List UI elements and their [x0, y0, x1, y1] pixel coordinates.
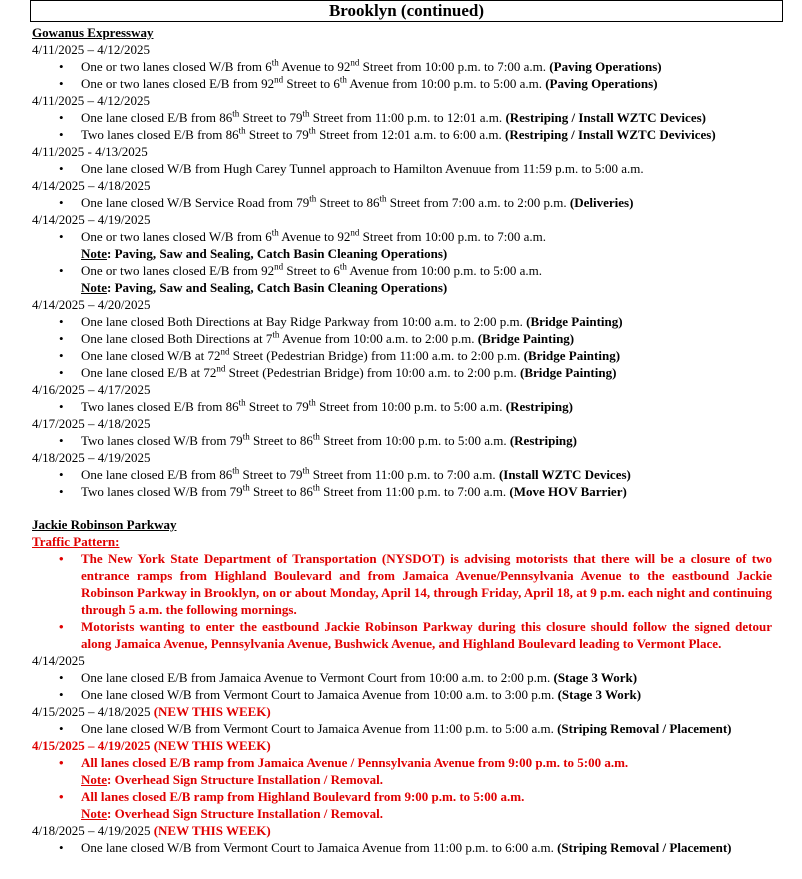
closure-list [32, 432, 782, 449]
closure-list [32, 720, 782, 737]
list-item: • All lanes closed E/B ramp from Highland Boulevard from 9:00 p.m. to 5:00 a.m. [32, 788, 782, 805]
list-item: • One lane closed W/B from Hugh Carey Tunnel approach to Hamilton Avenuue from 11:59 p.m. to 5:00 a.m. [32, 160, 782, 177]
date-range: 4/18/2025 – 4/19/2025 (NEW THIS WEEK) [32, 823, 271, 838]
list-item: • Motorists wanting to enter the eastbound Jackie Robinson Parkway during this closure should follow the signed detour along Jamaica Avenue, Pennsylvania Avenue, Bushwick Avenue, and Highland Boulevard leading to Vermont Place. [32, 618, 782, 652]
section-title-jackie-robinson: Jackie Robinson Parkway [32, 517, 177, 532]
closure-block [32, 211, 782, 296]
closure-list [32, 788, 782, 805]
list-item: • One lane closed W/B from Vermont Court to Jamaica Avenue from 10:00 a.m. to 3:00 p.m. (Stage 3 Work) [32, 686, 782, 703]
list-item: • One lane closed E/B from Jamaica Avenue to Vermont Court from 10:00 a.m. to 2:00 p.m. (Stage 3 Work) [32, 669, 782, 686]
closure-list [32, 262, 782, 279]
list-item: • The New York State Department of Transportation (NYSDOT) is advising motorists that there will be a closure of two entrance ramps from Highland Boulevard and from Jamaica Avenue/Pennsylvania Avenue to the eastbound Jackie Robinson Parkway in Brooklyn, on or about Monday, April 14, through Friday, April 18, at 9 p.m. each night and continuing through 5 a.m. the following mornings. [32, 550, 782, 618]
date-range: 4/18/2025 – 4/19/2025 [32, 450, 151, 465]
traffic-pattern-label: Traffic Pattern: [32, 534, 120, 549]
list-item: • One or two lanes closed W/B from 6th Avenue to 92nd Street from 10:00 p.m. to 7:00 a.m. [32, 228, 782, 245]
closure-block [32, 92, 782, 143]
date-range: 4/15/2025 – 4/18/2025 (NEW THIS WEEK) [32, 704, 271, 719]
note: Note: Paving, Saw and Sealing, Catch Basin Cleaning Operations) [81, 246, 448, 261]
document-content [32, 24, 782, 856]
list-item: • One lane closed E/B at 72nd Street (Pedestrian Bridge) from 10:00 a.m. to 2:00 p.m. (Bridge Painting) [32, 364, 782, 381]
closure-block [32, 822, 782, 856]
closure-block [32, 652, 782, 703]
gowanus-closures [32, 41, 782, 211]
note: Note: Overhead Sign Structure Installation / Removal. [81, 772, 384, 787]
date-range: 4/11/2025 – 4/12/2025 [32, 93, 150, 108]
closure-block [32, 415, 782, 449]
section-title-gowanus: Gowanus Expressway [32, 25, 154, 40]
date-range: 4/11/2025 - 4/13/2025 [32, 144, 148, 159]
date-range: 4/14/2025 – 4/20/2025 [32, 297, 151, 312]
gowanus-closures-2 [32, 296, 782, 500]
closure-block [32, 177, 782, 211]
list-item: • One lane closed W/B from Vermont Court to Jamaica Avenue from 11:00 p.m. to 6:00 a.m. (Striping Removal / Placement) [32, 839, 782, 856]
date-range: 4/15/2025 – 4/19/2025 (NEW THIS WEEK) [32, 738, 271, 753]
closure-block [32, 449, 782, 500]
list-item: • One lane closed E/B from 86th Street to 79th Street from 11:00 p.m. to 12:01 a.m. (Restriping / Install WZTC Devices) [32, 109, 782, 126]
closure-block [32, 737, 782, 822]
list-item: • One lane closed Both Directions at Bay Ridge Parkway from 10:00 a.m. to 2:00 p.m. (Bridge Painting) [32, 313, 782, 330]
note: Note: Overhead Sign Structure Installation / Removal. [81, 806, 384, 821]
closure-list [32, 160, 782, 177]
closure-block [32, 296, 782, 381]
closure-block [32, 41, 782, 92]
new-this-week-badge: (NEW THIS WEEK) [153, 704, 271, 719]
traffic-pattern-list [32, 550, 782, 652]
closure-block [32, 143, 782, 177]
new-this-week-badge: (NEW THIS WEEK) [153, 823, 271, 838]
list-item: • Two lanes closed E/B from 86th Street to 79th Street from 10:00 p.m. to 5:00 a.m. (Restriping) [32, 398, 782, 415]
closure-list [32, 58, 782, 92]
closure-list [32, 194, 782, 211]
closure-list [32, 228, 782, 245]
closure-block [32, 703, 782, 737]
date-range: 4/14/2025 [32, 653, 85, 668]
list-item: • One lane closed W/B at 72nd Street (Pedestrian Bridge) from 11:00 a.m. to 2:00 p.m. (Bridge Painting) [32, 347, 782, 364]
list-item: • One lane closed W/B from Vermont Court to Jamaica Avenue from 11:00 p.m. to 5:00 a.m. (Striping Removal / Placement) [32, 720, 782, 737]
closure-list [32, 109, 782, 143]
closure-list [32, 398, 782, 415]
date-range: 4/17/2025 – 4/18/2025 [32, 416, 151, 431]
list-item: • Two lanes closed E/B from 86th Street to 79th Street from 12:01 a.m. to 6:00 a.m. (Restriping / Install WZTC Devivices) [32, 126, 782, 143]
note: Note: Paving, Saw and Sealing, Catch Basin Cleaning Operations) [81, 280, 448, 295]
list-item: • One or two lanes closed E/B from 92nd Street to 6th Avenue from 10:00 p.m. to 5:00 a.m. (Paving Operations) [32, 75, 782, 92]
list-item: • One lane closed E/B from 86th Street to 79th Street from 11:00 p.m. to 7:00 a.m. (Install WZTC Devices) [32, 466, 782, 483]
date-range: 4/14/2025 – 4/19/2025 [32, 212, 151, 227]
list-item: • All lanes closed E/B ramp from Jamaica Avenue / Pennsylvania Avenue from 9:00 p.m. to 5:00 a.m. [32, 754, 782, 771]
page-title: Brooklyn (continued) [30, 0, 783, 22]
list-item: • One or two lanes closed W/B from 6th Avenue to 92nd Street from 10:00 p.m. to 7:00 a.m. (Paving Operations) [32, 58, 782, 75]
closure-list [32, 839, 782, 856]
list-item: • One lane closed Both Directions at 7th Avenue from 10:00 a.m. to 2:00 p.m. (Bridge Painting) [32, 330, 782, 347]
list-item: • Two lanes closed W/B from 79th Street to 86th Street from 10:00 p.m. to 5:00 a.m. (Restriping) [32, 432, 782, 449]
closure-list [32, 466, 782, 500]
closure-block [32, 381, 782, 415]
closure-list [32, 754, 782, 771]
date-range: 4/11/2025 – 4/12/2025 [32, 42, 150, 57]
list-item: • Two lanes closed W/B from 79th Street to 86th Street from 11:00 p.m. to 7:00 a.m. (Move HOV Barrier) [32, 483, 782, 500]
closure-list [32, 313, 782, 381]
closure-list [32, 669, 782, 703]
list-item: • One lane closed W/B Service Road from 79th Street to 86th Street from 7:00 a.m. to 2:00 p.m. (Deliveries) [32, 194, 782, 211]
date-range: 4/16/2025 – 4/17/2025 [32, 382, 151, 397]
date-range: 4/14/2025 – 4/18/2025 [32, 178, 151, 193]
list-item: • One or two lanes closed E/B from 92nd Street to 6th Avenue from 10:00 p.m. to 5:00 a.m. [32, 262, 782, 279]
